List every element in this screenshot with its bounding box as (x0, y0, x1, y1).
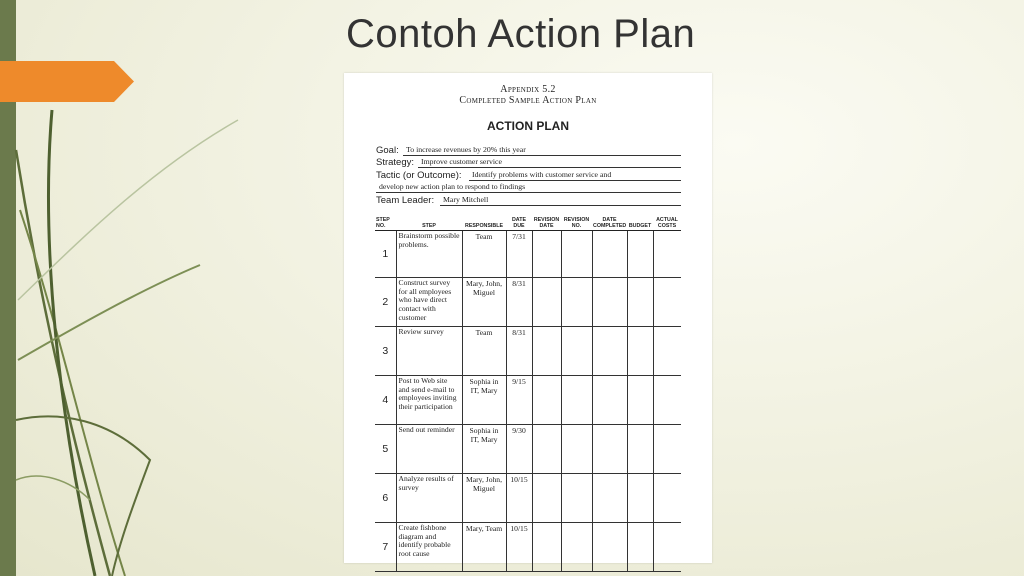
step-number: 6 (375, 474, 396, 523)
responsible-cell: Sophia in IT, Mary (462, 376, 506, 425)
empty-cell (627, 474, 653, 523)
sample-title: Completed Sample Action Plan (459, 95, 597, 106)
empty-cell (627, 523, 653, 572)
empty-cell (561, 278, 592, 327)
col-step-no: STEP NO. (375, 215, 396, 231)
leader-row (376, 193, 681, 206)
col-responsible: RESPONSIBLE (462, 215, 506, 231)
col-revision-no: REVISION NO. (561, 215, 592, 231)
tactic-label: Tactic (or Outcome): (376, 169, 462, 181)
empty-cell (532, 425, 561, 474)
empty-cell (627, 425, 653, 474)
step-text: Review survey (396, 327, 462, 376)
strategy-label: Strategy: (376, 157, 415, 168)
step-number: 2 (375, 278, 396, 327)
step-number: 1 (375, 231, 396, 278)
step-text: Send out reminder (396, 425, 462, 474)
col-actual-costs: ACTUAL COSTS (653, 215, 681, 231)
empty-cell (653, 474, 681, 523)
empty-cell (561, 327, 592, 376)
step-text: Construct survey for all employees who have direct contact with customer (396, 278, 462, 327)
table-row (375, 425, 681, 474)
tactic-value-2: develop new action plan to respond to findings (376, 182, 681, 193)
responsible-cell: Team (462, 327, 506, 376)
goal-value: To increase revenues by 20% this year (403, 145, 681, 156)
strategy-row (376, 156, 681, 169)
responsible-cell: Sophia in IT, Mary (462, 425, 506, 474)
responsible-cell: Mary, Team (462, 523, 506, 572)
due-date-cell: 8/31 (506, 327, 532, 376)
empty-cell (627, 278, 653, 327)
empty-cell (592, 278, 627, 327)
empty-cell (561, 376, 592, 425)
empty-cell (592, 327, 627, 376)
due-date-cell: 7/31 (506, 231, 532, 278)
appendix-label: Appendix 5.2 (500, 84, 556, 95)
table-row (375, 327, 681, 376)
slide-title: Contoh Action Plan (346, 12, 696, 56)
tactic-value: Identify problems with customer service and (469, 170, 681, 181)
col-step: STEP (396, 215, 462, 231)
plan-title: ACTION PLAN (487, 119, 569, 133)
empty-cell (653, 425, 681, 474)
empty-cell (653, 376, 681, 425)
empty-cell (532, 474, 561, 523)
col-date-completed: DATE COMPLETED (593, 217, 627, 229)
col-date-due: DATE DUE (506, 215, 532, 231)
goal-label: Goal: (376, 144, 399, 156)
step-number: 3 (375, 327, 396, 376)
empty-cell (592, 376, 627, 425)
action-plan-table (375, 215, 681, 572)
table-row (375, 231, 681, 278)
table-row (375, 474, 681, 523)
empty-cell (532, 376, 561, 425)
step-text: Brainstorm possible problems. (396, 231, 462, 278)
empty-cell (627, 376, 653, 425)
responsible-cell: Mary, John, Miguel (462, 474, 506, 523)
due-date-cell: 8/31 (506, 278, 532, 327)
step-number: 4 (375, 376, 396, 425)
empty-cell (653, 327, 681, 376)
empty-cell (592, 425, 627, 474)
leader-value: Mary Mitchell (440, 195, 681, 206)
step-text: Post to Web site and send e-mail to employees inviting their participation (396, 376, 462, 425)
tactic-row (376, 168, 681, 181)
empty-cell (627, 327, 653, 376)
table-row (375, 278, 681, 327)
empty-cell (627, 231, 653, 278)
empty-cell (561, 231, 592, 278)
table-row (375, 523, 681, 572)
due-date-cell: 9/30 (506, 425, 532, 474)
empty-cell (653, 278, 681, 327)
step-number: 5 (375, 425, 396, 474)
due-date-cell: 10/15 (506, 474, 532, 523)
col-budget: BUDGET (627, 215, 653, 231)
responsible-cell: Mary, John, Miguel (462, 278, 506, 327)
goal-row (376, 143, 681, 156)
due-date-cell: 10/15 (506, 523, 532, 572)
empty-cell (532, 231, 561, 278)
table-row (375, 376, 681, 425)
step-text: Create fishbone diagram and identify probable root cause (396, 523, 462, 572)
empty-cell (532, 278, 561, 327)
step-text: Analyze results of survey (396, 474, 462, 523)
empty-cell (592, 523, 627, 572)
responsible-cell: Team (462, 231, 506, 278)
empty-cell (653, 231, 681, 278)
grass-decoration (0, 0, 240, 576)
empty-cell (592, 231, 627, 278)
action-plan-document (344, 73, 712, 563)
empty-cell (561, 523, 592, 572)
tactic-row-2 (376, 181, 681, 194)
empty-cell (653, 523, 681, 572)
step-number: 7 (375, 523, 396, 572)
empty-cell (532, 327, 561, 376)
plan-fields (376, 143, 681, 206)
due-date-cell: 9/15 (506, 376, 532, 425)
empty-cell (561, 425, 592, 474)
empty-cell (532, 523, 561, 572)
empty-cell (592, 474, 627, 523)
leader-label: Team Leader: (376, 194, 435, 206)
strategy-value: Improve customer service (418, 157, 681, 168)
col-revision-date: REVISION DATE (533, 217, 560, 229)
empty-cell (561, 474, 592, 523)
